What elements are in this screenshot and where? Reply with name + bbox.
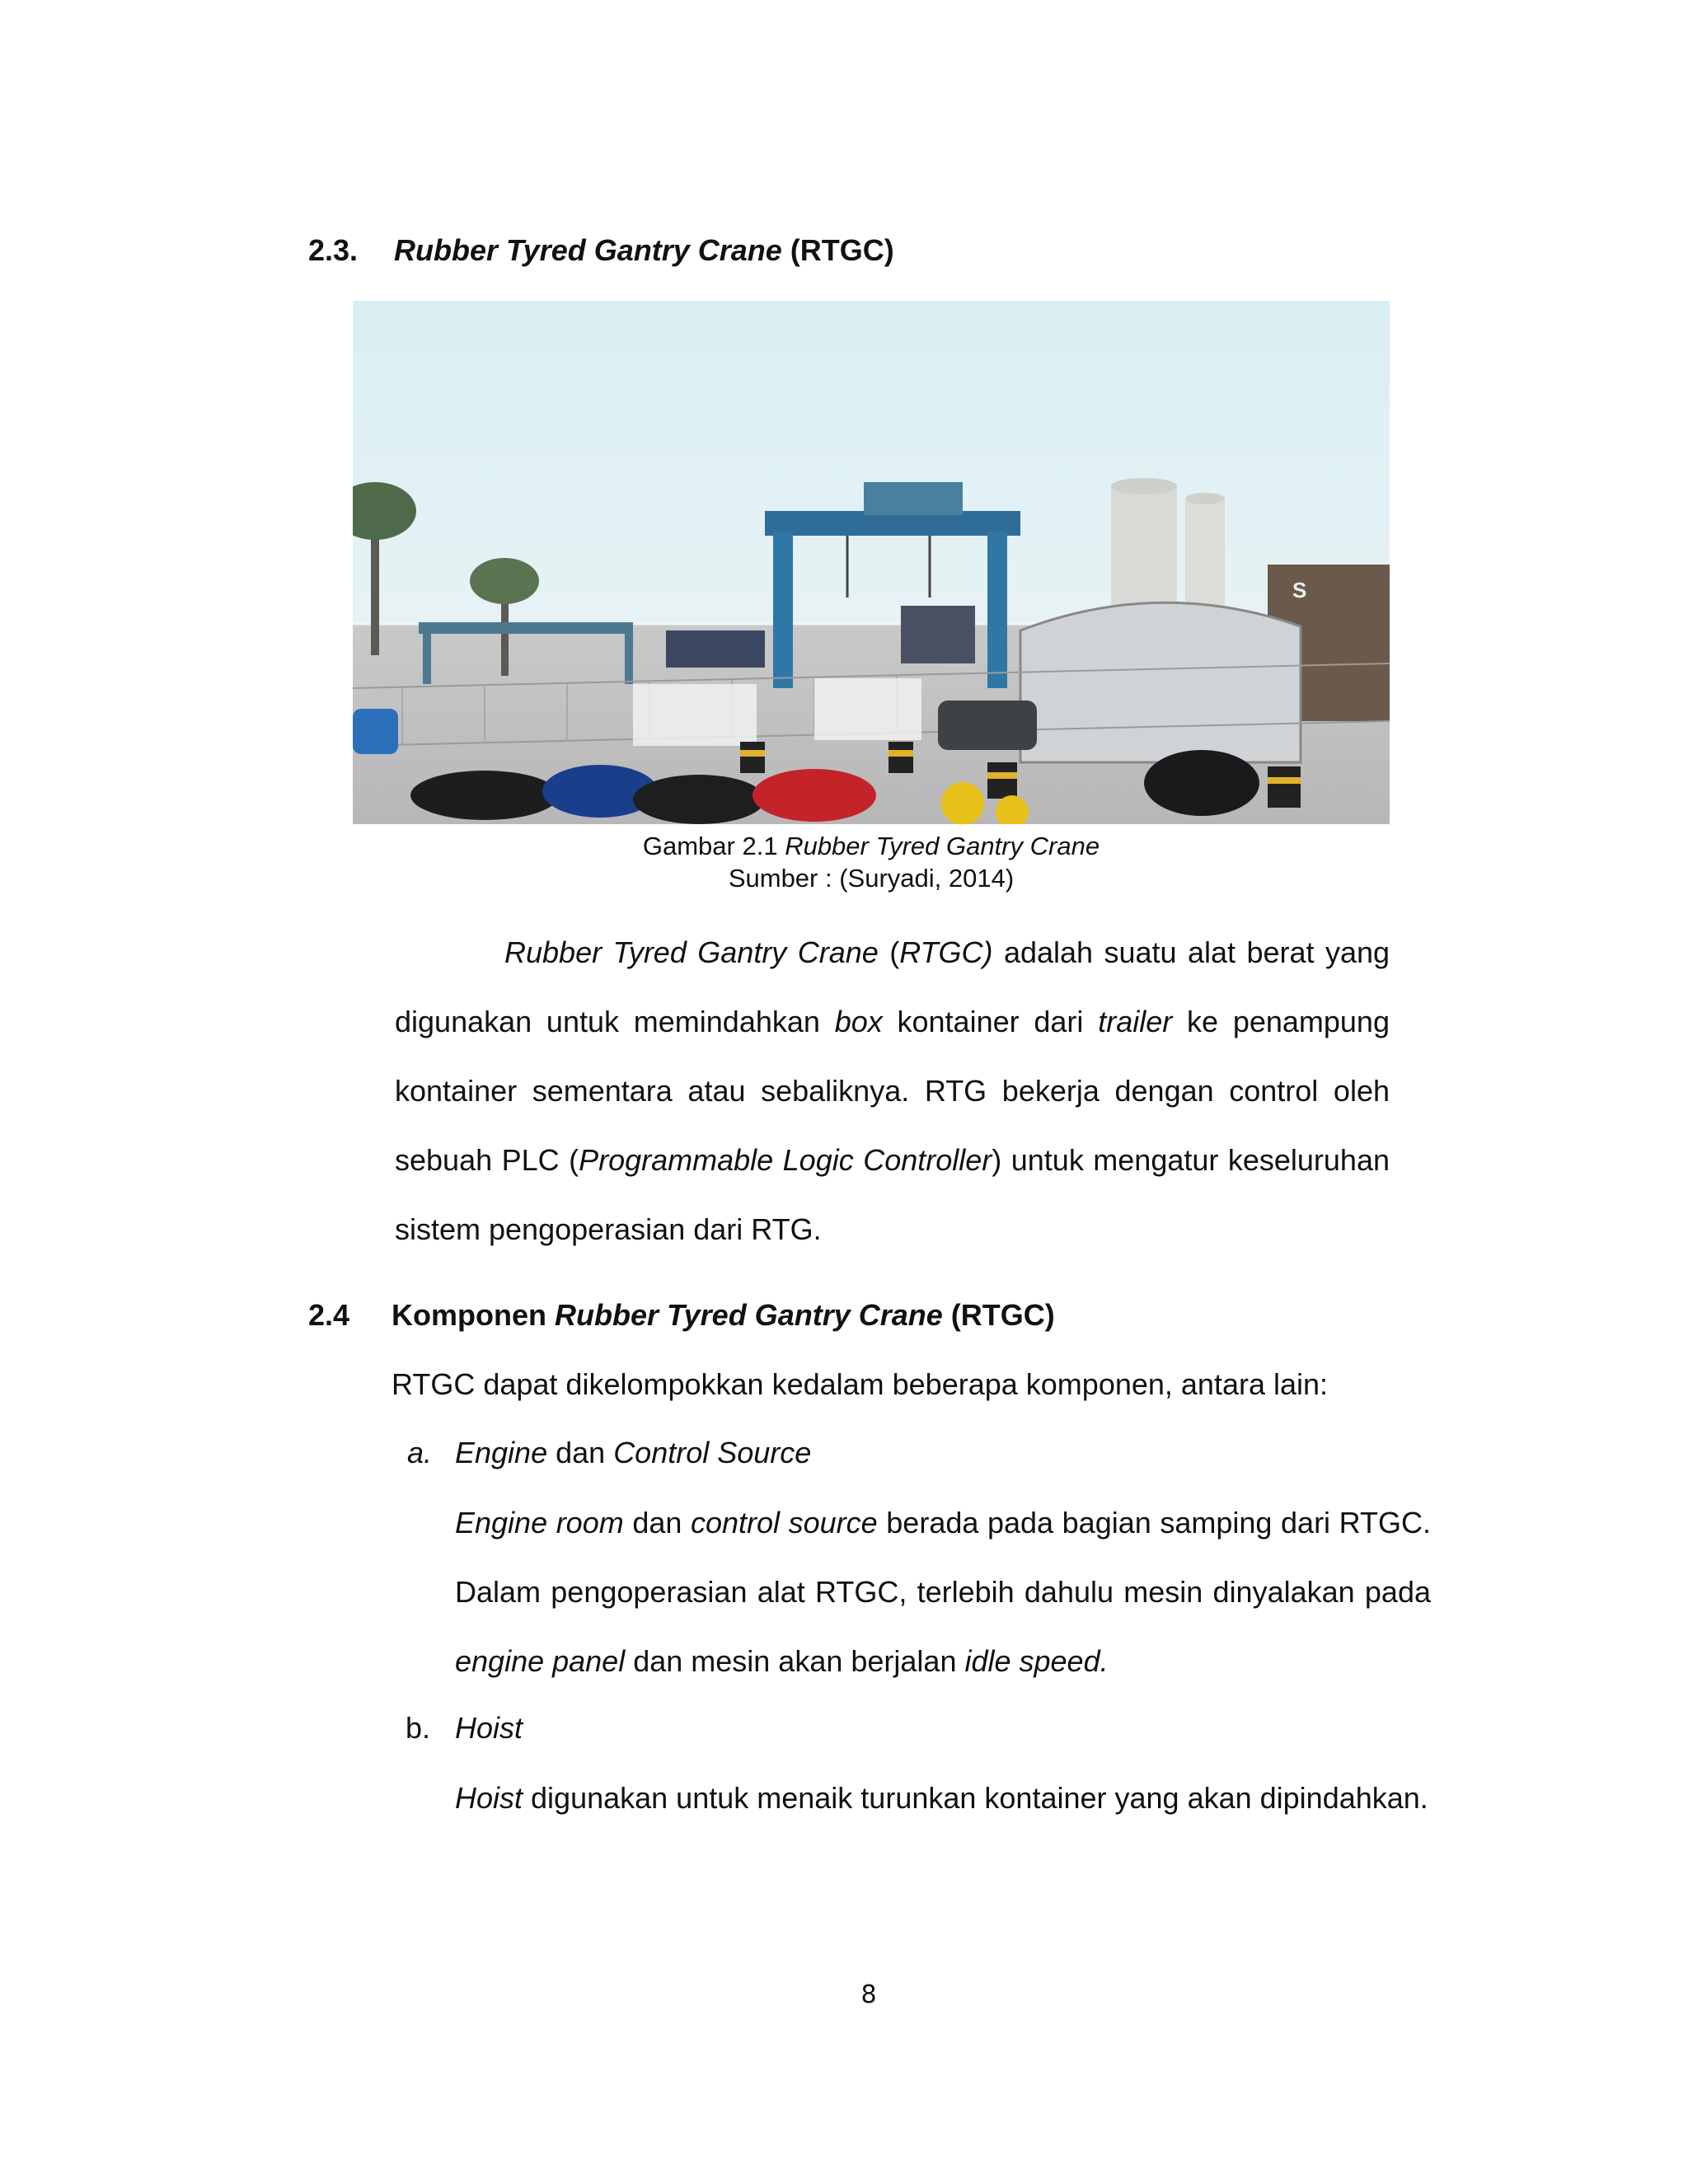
- list-item-a-description: Engine room dan control source berada pada bagian samping dari RTGC. Dalam pengoperasian alat RTGC, terlebih dahulu mesin dinyalakan pada engine panel dan mesin akan berjalan idle speed.: [455, 1506, 1431, 1678]
- page-number: 8: [860, 1980, 877, 2009]
- section-title: Rubber Tyred Gantry Crane (RTGC): [394, 233, 894, 267]
- list-item-b-title: Hoist: [455, 1711, 523, 1745]
- list-item-a-title: Engine dan Control Source: [455, 1436, 812, 1469]
- crane-photo-illustration: [353, 301, 1390, 824]
- section-heading-2-3: [308, 232, 968, 269]
- section-number: 2.3.: [308, 233, 359, 267]
- section-number: 2.4: [308, 1298, 350, 1332]
- list-item-b-marker: b.: [406, 1711, 431, 1745]
- section-intro: RTGC dapat dikelompokkan kedalam beberapa komponen, antara lain:: [392, 1367, 1329, 1401]
- container-marking: S: [1292, 578, 1307, 602]
- figure-source: Sumber : (Suryadi, 2014): [728, 864, 1015, 893]
- section-title: Komponen Rubber Tyred Gantry Crane (RTGC): [392, 1298, 1055, 1332]
- figure-caption: Gambar 2.1 Rubber Tyred Gantry Crane: [642, 832, 1100, 860]
- paragraph-rtgc-definition: Rubber Tyred Gantry Crane (RTGC) adalah suatu alat berat yang digunakan untuk memindahkan box kontainer dari trailer ke penampung kontainer sementara atau sebaliknya. RTG bekerja dengan control oleh sebuah PLC (Programmable Logic Controller) untuk mengatur keseluruhan sistem pengoperasian dari RTG.: [395, 935, 1390, 1246]
- figure-photo: [353, 301, 1390, 824]
- list-item-a-marker: a.: [407, 1436, 433, 1469]
- list-item-b-description: Hoist digunakan untuk menaik turunkan kontainer yang akan dipindahkan.: [455, 1781, 1428, 1815]
- section-heading-2-4: [308, 1297, 1132, 1333]
